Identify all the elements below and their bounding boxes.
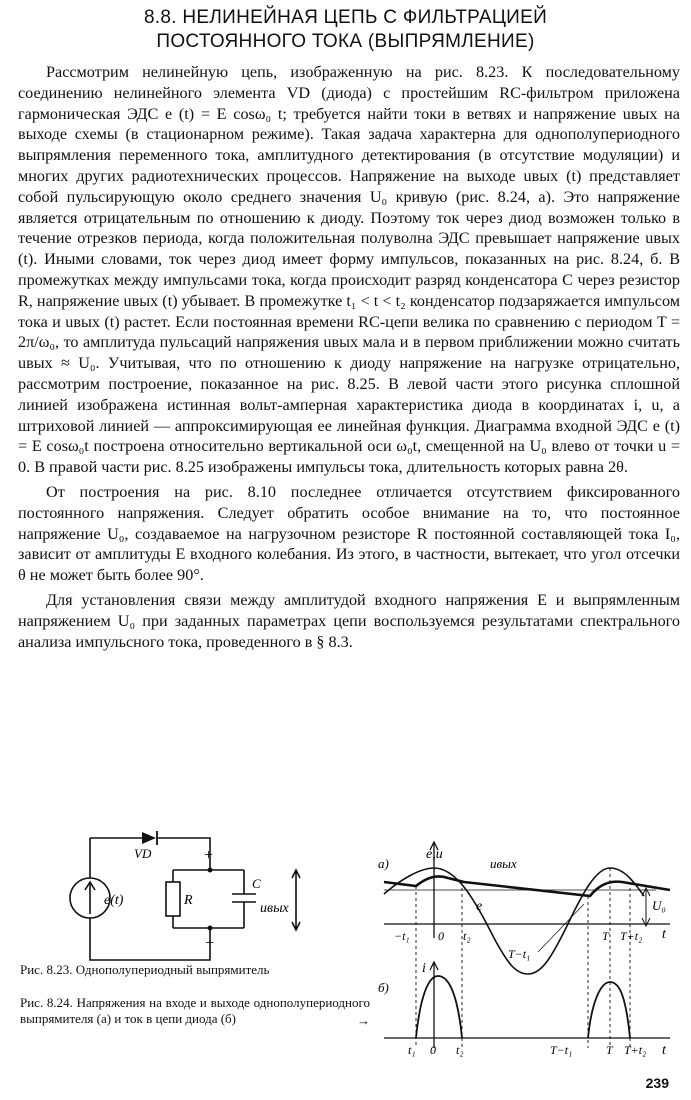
resistor-label: R xyxy=(184,893,193,908)
paragraph-1: Рассмотрим нелинейную цепь, изображенную на рис. 8.23. К последовательному соединению нелинейного элемента VD (диода) с простейшим RC-фильтром приложена гармоническая ЭДС e (t) = E cosω₀ t; требуется найти токи в ветвях и напряжение uвых на выходе схемы (в стационарном режиме). Такая задача характерна для однополупериодного выпрямления переменного тока, амплитудного детектирования (в отсутствие модуляции) и многих других радиотехнических процессов. Напряжение на выходе uвых (t) представляет собой пульсирующую около среднего значения U₀ кривую (рис. 8.24, а). Это напряжение является отрицательным по отношению к диоду. Поэтому ток через диод возможен только в течение отрезков периода, когда положительная полуволна ЭДС превышает напряжение uвых (t). Иными словами, ток через диод имеет форму импульсов, показанных на рис. 8.24, б. В промежутках между импульсами тока, когда происходит разряд конденсатора C через резистор R, напряжение uвых (t) убывает. В промежутке t₁ < t < t₂ конденсатор подзаряжается импульсом тока и uвых (t) растет. Если постоянная времени RC-цепи велика по сравнению с периодом T = 2π/ω₀, то амплитуда пульсаций напряжения uвых мала и в первом приближении можно считать uвых ≈ U₀. Учитывая, что по отношению к диоду напряжение на нагрузке отрицательно, рассмотрим построение, показанное на рис. 8.25. В левой части этого рисунка сплошной линией изображена истинная вольт-амперная характеристика диода в координатах i, u, а штриховой линией — аппроксимирующая ее линейная функция. Диаграмма входной ЭДС e (t) = E cosω₀t построена относительно вертикальной оси ω₀t, смещенной на U₀ влево от точки u = 0. В правой части рис. 8.25 изображены импульсы тока, длительность которых равна 2θ. xyxy=(18,63,680,477)
current-pulse-2 xyxy=(588,982,630,1038)
plus-sign: + xyxy=(203,847,214,864)
caption-arrow: → xyxy=(357,1013,370,1028)
label-i: i xyxy=(422,961,426,976)
source-label: e(t) xyxy=(104,893,124,908)
tick-b-T-minus-t1: T−t₁ xyxy=(550,1043,573,1057)
paragraph-2: От построения на рис. 8.10 последнее отличается отсутствием фиксированного постоянного напряжения. Следует обратить особое внимание на то, что постоянное напряжение U₀, создаваемое на нагрузочном резисторе R постоянной составляющей тока I₀, зависит от амплитуды E входного колебания. Из этого, в частности, вытекает, что угол отсечки θ не может быть более 90°. xyxy=(18,482,680,585)
minus-sign: − xyxy=(204,935,215,952)
section-title-line1: 8.8. НЕЛИНЕЙНАЯ ЦЕПЬ С ФИЛЬТРАЦИЕЙ xyxy=(143,7,548,28)
label-t-a: t xyxy=(662,927,666,942)
label-a: а) xyxy=(378,856,389,871)
tick-a-t2: t₂ xyxy=(463,929,471,943)
label-e-u: e,u xyxy=(426,847,443,862)
fig-823-caption: Рис. 8.23. Однополупериодный выпрямитель xyxy=(20,962,270,977)
section-title xyxy=(0,6,691,54)
paragraph-3: Для установления связи между амплитудой входного напряжения E и выпрямленным напряжением U₀ при заданных параметрах цепи воспользуемся результатами спектрального анализа импульсного тока, проведенного в § 8.3. xyxy=(18,590,680,651)
fig-824-caption xyxy=(20,995,370,1029)
output-voltage-curve xyxy=(384,876,670,896)
tick-b-zero: 0 xyxy=(430,1043,436,1057)
fig-824-waveforms xyxy=(370,838,690,1068)
diode-label: VD xyxy=(134,846,152,861)
label-t-b: t xyxy=(662,1043,666,1058)
tick-b-t2: t₂ xyxy=(456,1043,464,1057)
fig-824-caption-text: Рис. 8.24. Напряжения на входе и выходе однополупериодного выпрямителя (а) и ток в цепи диода (б) xyxy=(20,995,370,1026)
diode-icon xyxy=(142,832,156,844)
label-uout: uвых xyxy=(490,856,517,871)
capacitor-label: C xyxy=(252,876,261,891)
tick-a-minus-t1: −t₁ xyxy=(394,929,410,943)
section-title-line2: ПОСТОЯННОГО ТОКА (ВЫПРЯМЛЕНИЕ) xyxy=(156,31,535,52)
label-b: б) xyxy=(378,980,389,995)
tick-a-zero: 0 xyxy=(438,929,444,943)
label-e: e xyxy=(476,899,483,914)
tick-b-T-plus-t2: T+t₂ xyxy=(624,1043,647,1057)
current-pulse-1 xyxy=(416,976,462,1038)
label-T-minus-t1: T−t₁ xyxy=(508,947,531,961)
label-U0: U₀ xyxy=(652,898,666,913)
output-label: uвых xyxy=(260,901,289,916)
tick-a-T-plus-t2: T+t₂ xyxy=(620,929,643,943)
page-number: 239 xyxy=(645,1075,669,1091)
tick-a-T: T xyxy=(602,929,609,943)
body-text xyxy=(18,62,680,656)
fig-823-circuit xyxy=(60,830,320,970)
tick-b-t1: t₁ xyxy=(408,1043,416,1057)
tick-b-T: T xyxy=(606,1043,613,1057)
